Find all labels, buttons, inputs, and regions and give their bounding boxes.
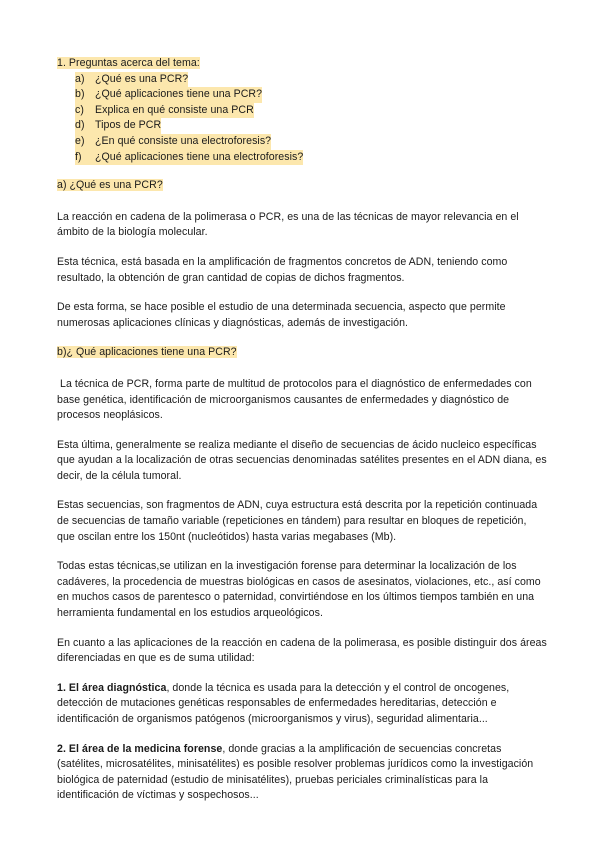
area-diagnostic-title: 1. El área diagnóstica [57,681,167,694]
paragraph: Esta técnica, está basada en la amplificación de fragmentos concretos de ADN, teniendo como resultado, la obtención de gran cantidad de copias de dichos fragmentos. [57,255,508,284]
heading-b: b)¿ Qué aplicaciones tiene una PCR? [57,346,237,359]
question-item: b) ¿Qué aplicaciones tiene una PCR? [75,87,547,103]
paragraph: De esta forma, se hace posible el estudio de una determinada secuencia, aspecto que permite numerosas aplicaciones clínicas y diagnósticas, además de investigación. [57,301,506,329]
paragraph: La reacción en cadena de la polimerasa o PCR, es una de las técnicas de mayor relevancia en el ámbito de la biología molecular. [57,210,519,239]
area-forensic: 2. El área de la medicina forense, donde gracias a la amplificación de secuencias concretas (satélites, microsatélites, minisatélites) es posible resolver problemas jurídicos como la investigación biológica de paternidad (estudio de minisatélites), pruebas periciales criminalísticas para la identificación de víctimas y sospechosos... [57,742,534,802]
section-title: 1. Preguntas acerca del tema: [57,57,200,69]
question-item: e) ¿En qué consiste una electroforesis? [75,134,547,150]
paragraph: Esta última, generalmente se realiza mediante el diseño de secuencias de ácido nucleico específicas que ayudan a la localización de otras secuencias denominadas satélites presentes en el ADN diana, es decir, de la célula tumoral. [57,438,547,482]
question-list [57,72,547,166]
area-forensic-title: 2. El área de la medicina forense [57,742,223,755]
question-item: f) ¿Qué aplicaciones tiene una electroforesis? [75,150,547,166]
question-item: d) Tipos de PCR [75,118,547,134]
paragraph: Todas estas técnicas,se utilizan en la investigación forense para determinar la localización de los cadáveres, la procedencia de muestras biológicas en casos de asesinatos, violaciones, etc., así como en muchos casos de parentesco o paternidad, convirtiéndose en los últimos tiempos también en una herramienta fundamental en los estudios arqueológicos. [57,560,541,620]
heading-a: a) ¿Qué es una PCR? [57,179,163,192]
paragraph: La técnica de PCR, forma parte de multitud de protocolos para el diagnóstico de enfermedades con base genética, identificación de microorganismos causantes de enfermedades y diagnóstico de procesos neoplásicos. [57,377,535,422]
question-item: c) Explica en qué consiste una PCR [75,103,547,119]
paragraph: Estas secuencias, son fragmentos de ADN, cuya estructura está descrita por la repetición continuada de secuencias de tamaño variable (repeticiones en tándem) para resultar en bloques de repetición, que oscilan entre los 150nt (nucleótidos) hasta varias megabases (Mb). [57,499,538,543]
area-diagnostic: 1. El área diagnóstica, donde la técnica es usada para la detección y el control de oncogenes, detección de mutaciones genéticas responsables de enfermedades hereditarias, detección e identificación de organismos patógenos (microorganismos y virus), seguridad alimentaria... [57,681,510,725]
document-body [57,56,547,804]
question-item: a) ¿Qué es una PCR? [75,72,547,88]
paragraph: En cuanto a las aplicaciones de la reacción en cadena de la polimerasa, es posible distinguir dos áreas diferenciadas en que es de suma utilidad: [57,636,547,665]
